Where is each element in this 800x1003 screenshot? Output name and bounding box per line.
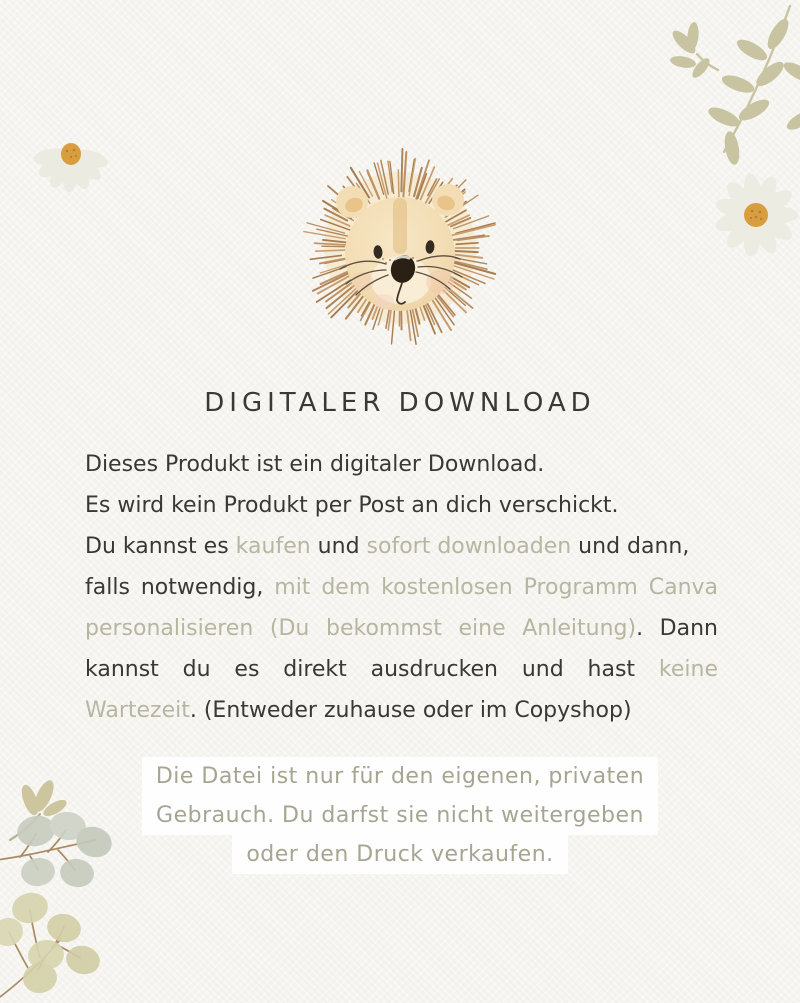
paragraph-line [85,690,718,731]
chin-blush [374,294,394,310]
daisy-petal [722,211,761,252]
text-segment-sage: Wartezeit [85,698,190,723]
daisy-petal [713,207,756,235]
leaf-cluster [669,16,800,166]
mane-stroke [455,251,478,252]
mane-stroke [398,170,399,197]
paragraph-line [85,608,718,649]
text-segment-dark: Du kannst es [85,534,236,559]
daisy-petal [69,146,110,171]
daisy-petal [758,207,798,224]
note-line: oder den Druck verkaufen. [232,835,567,874]
forehead-stripe [393,198,407,254]
text-segment-sage: mit dem kostenlosen Programm Canva [274,575,719,600]
daisy-center [61,143,81,165]
leaf-branch-decoration [640,0,800,280]
daisy-petal [35,147,75,182]
mane-stroke [322,246,344,247]
page-title: DIGITALER DOWNLOAD [204,388,596,418]
daisy-center [744,203,768,227]
paragraph-line [85,485,718,526]
daisy-petal [66,148,105,185]
text-segment-dark: . (Entweder zuhause oder im Copyshop) [189,698,632,723]
text-segment-dark: . Dann [636,616,718,641]
paragraph-line [85,444,718,485]
text-segment-dark: Es wird kein Produkt per Post an dich verschickt. [85,493,619,518]
paragraph-line [85,526,718,567]
lion-illustration [298,142,502,350]
daisy-petal [749,173,781,216]
text-segment-dark: kannst du es direkt ausdrucken und hast [85,657,659,682]
half-daisy-decoration [14,128,144,218]
daisy-petal [742,172,765,214]
eucalyptus-leaves-yellow [0,889,103,996]
daisy-petal [749,213,781,256]
note-line: Die Datei ist nur für den eigenen, privaten [142,757,658,796]
text-segment-sage: sofort downloaden [366,534,572,559]
text-segment-dark: und dann, [571,534,690,559]
daisy-petal [713,195,756,223]
usage-note [0,757,800,874]
text-segment-dark: falls notwendig, [85,575,275,600]
text-segment-sage: kaufen [235,534,311,559]
paragraph [85,444,718,731]
daisy-flower [713,172,798,258]
paragraph-line [85,567,718,608]
mane-stroke [401,149,402,191]
daisy-petal [45,150,78,191]
daisy-petal [753,185,796,221]
daisy-petal [753,209,796,245]
daisy-petal [61,154,79,193]
text-segment-sage: keine [658,657,718,682]
paragraph-line [85,649,718,690]
daisy-petal [64,151,94,192]
daisy-petal [722,178,761,219]
daisy-petal [742,216,765,258]
text-segment-dark: Dieses Produkt ist ein digitaler Download. [85,452,545,477]
text-segment-dark: und [310,534,367,559]
note-line: Gebrauch. Du darfst sie nicht weitergeben [142,796,658,835]
text-segment-sage: personalisieren (Du bekommst eine Anleitung) [85,616,637,641]
daisy-petal [32,146,72,167]
